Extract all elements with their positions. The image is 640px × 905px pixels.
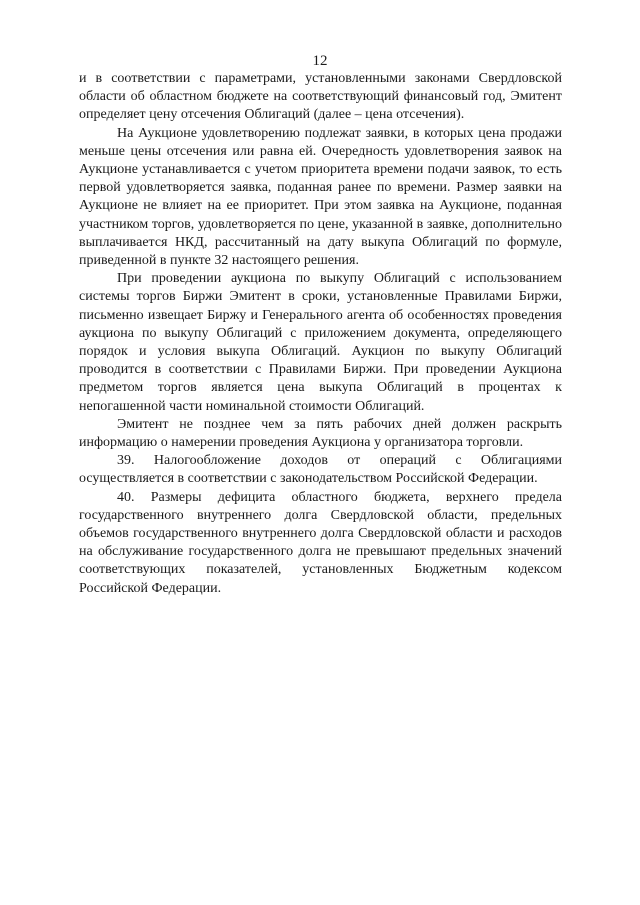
paragraph-auction-satisfaction: На Аукционе удовлетворению подлежат заявки, в которых цена продажи меньше цены отсечения или равна ей. Очередность удовлетворения заявок на Аукционе устанавливается с учетом приоритета времени подачи заявок, то есть первой удовлетворяется заявка, поданная ранее по времени. Размер заявки на Аукционе не влияет на ее приоритет. При этом заявка на Аукционе, поданная участником торгов, удовлетворяется по цене, указанной в заявке, дополнительно выплачивается НКД, рассчитанный на дату выкупа Облигаций по формуле, приведенной в пункте 32 настоящего решения.: [79, 125, 562, 269]
document-body: [79, 70, 562, 598]
paragraph-clause-40: 40. Размеры дефицита областного бюджета, верхнего предела государственного внутреннего долга Свердловской области, предельных объемов государственного внутреннего долга Свердловской области и расходов на обслуживание государственного долга не превышают предельных значений соответствующих показателей, установленных Бюджетным кодексом Российской Федерации.: [79, 489, 562, 596]
paragraph-exchange-auction: При проведении аукциона по выкупу Облигаций с использованием системы торгов Биржи Эмитент в сроки, установленные Правилами Биржи, письменно извещает Биржу и Генерального агента об особенностях проведения аукциона по выкупу Облигаций с приложением документа, определяющего порядок и условия выкупа Облигаций. Аукцион по выкупу Облигаций проводится в соответствии с Правилами Биржи. При проведении Аукциона предметом торгов является цена выкупа Облигаций в процентах к непогашенной части номинальной стоимости Облигаций.: [79, 271, 562, 414]
page-number: 12: [312, 53, 328, 69]
paragraph-clause-39: 39. Налогообложение доходов от операций с Облигациями осуществляется в соответствии с законодательством Российской Федерации.: [79, 453, 562, 487]
paragraph-disclosure: Эмитент не позднее чем за пять рабочих дней должен раскрыть информацию о намерении проведения Аукциона у организатора торговли.: [79, 416, 562, 451]
paragraph-continuation: и в соответствии с параметрами, установленными законами Свердловской области об областном бюджете на соответствующий финансовый год, Эмитент определяет цену отсечения Облигаций (далее – цена отсечения).: [79, 71, 562, 123]
